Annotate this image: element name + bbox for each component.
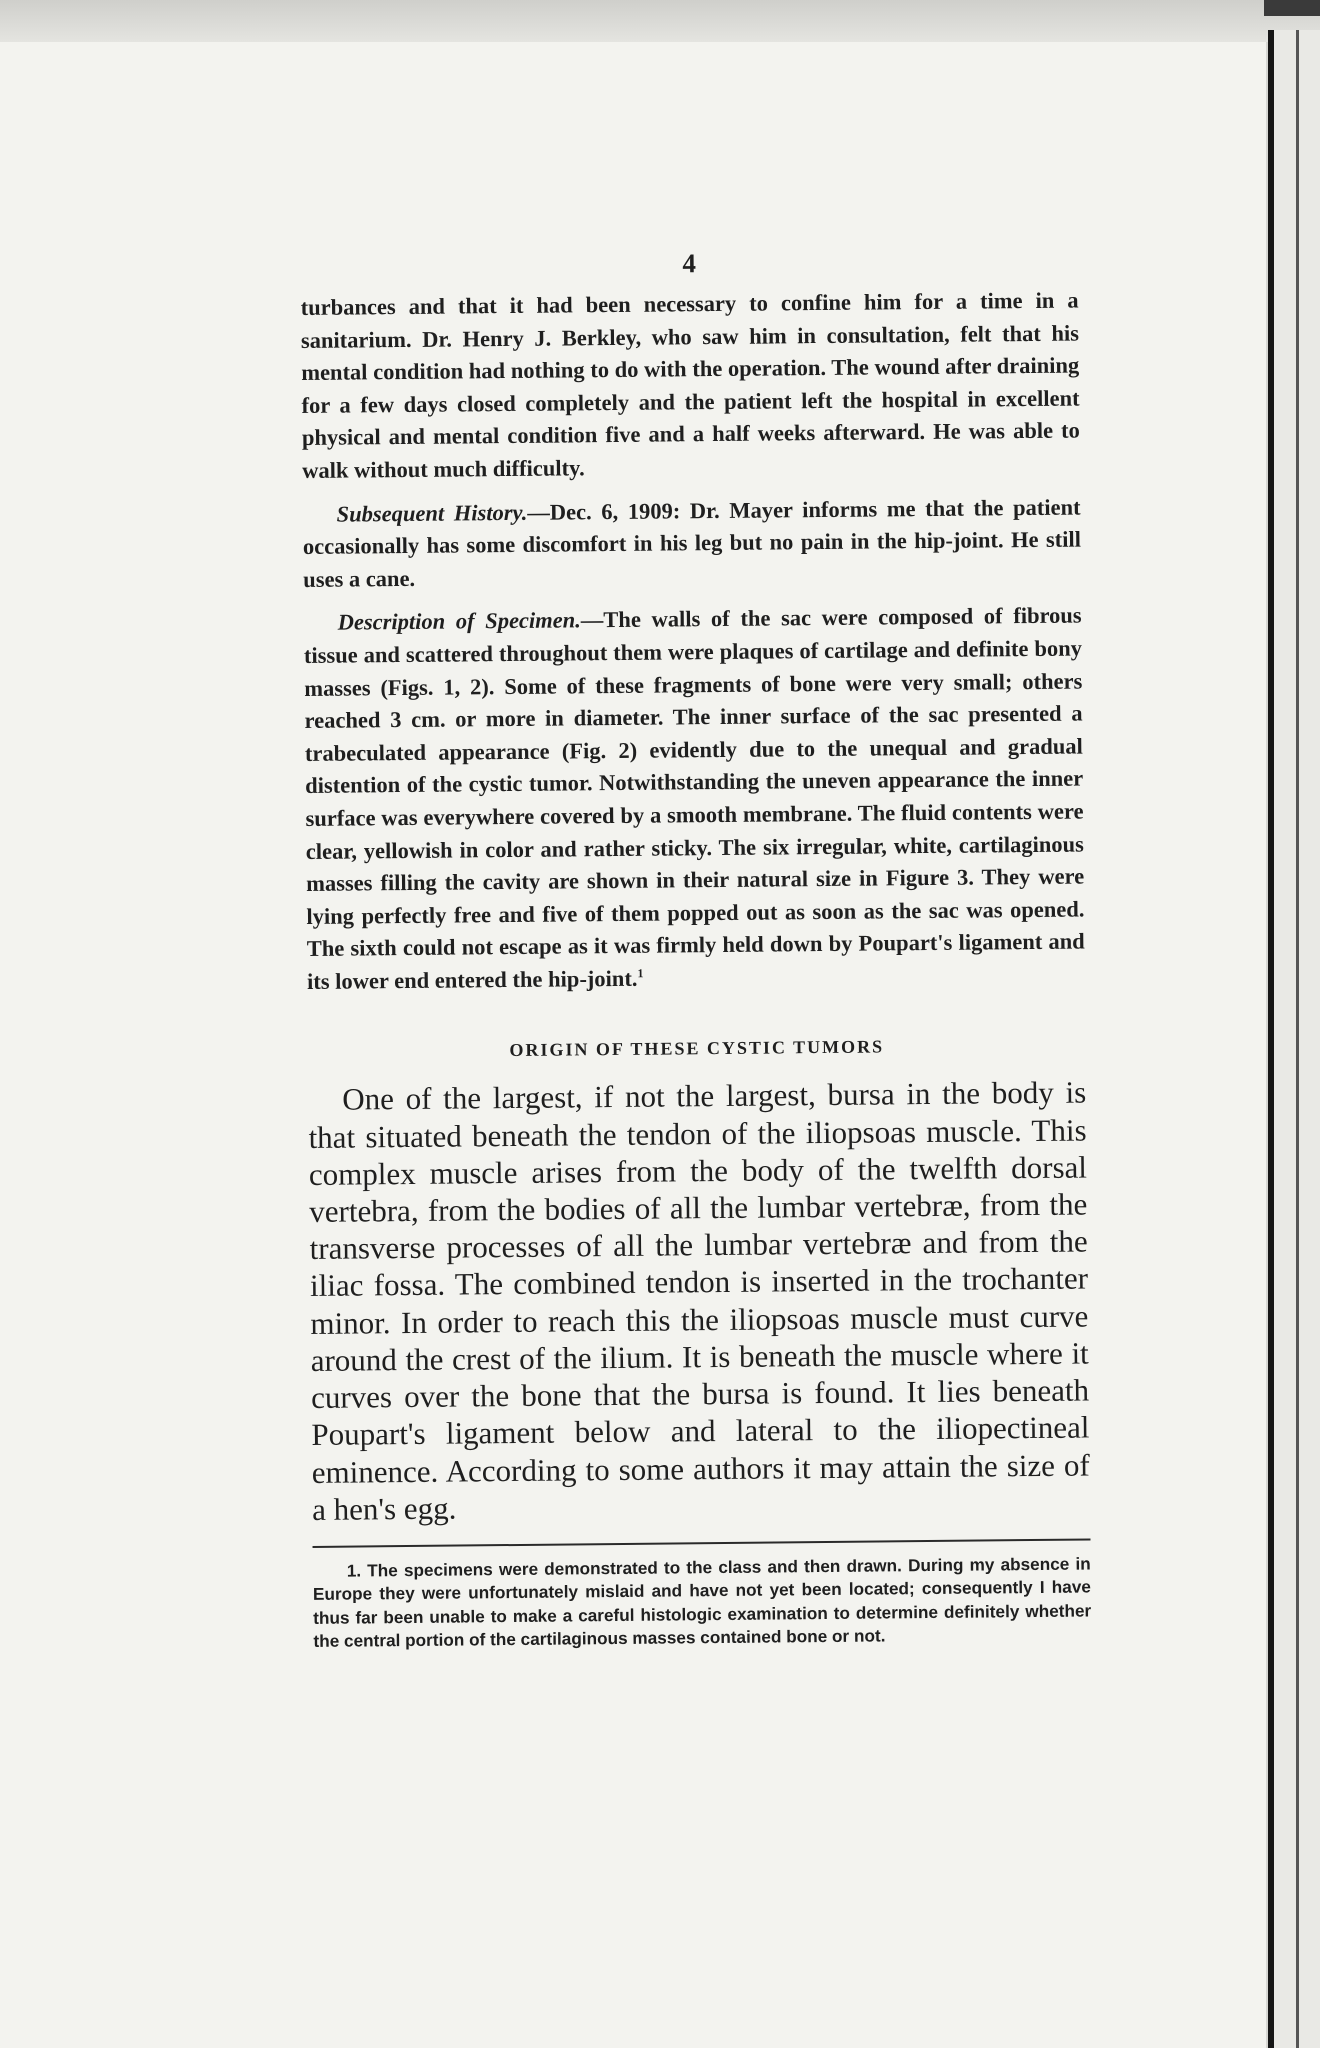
- description-of-specimen-text: —The walls of the sac were composed of fibrous tissue and scattered throughout them were plaques of cartilage and definite bony masses (Figs. 1, 2). Some of these fragments of bone were very small; others reached 3 cm. or more in diameter. The inner surface of the sac presented a trabeculated appearance (Fig. 2) evidently due to the unequal and gradual distention of the cystic tumor. Notwithstanding the uneven appearance the inner surface was everywhere covered by a smooth membrane. The fluid contents were clear, yellowish in color and rather sticky. The six irregular, white, cartilaginous masses filling the cavity are shown in their natural size in Figure 3. They were lying perfectly free and five of them popped out as soon as the sac was opened. The sixth could not escape as it was firmly held down by Poupart's ligament and its lower end entered the hip-joint.: [303, 602, 1085, 994]
- scan-corner-mark: [1264, 0, 1320, 16]
- page-number: 4: [682, 248, 697, 279]
- book-page: [0, 42, 1268, 2048]
- adjacent-page-line: [1296, 30, 1299, 2048]
- footnote-reference: 1: [637, 966, 644, 981]
- description-of-specimen-label: Description of Specimen.: [337, 607, 581, 635]
- paragraph-description-of-specimen: [304, 600, 1086, 999]
- footnote-divider: [313, 1538, 1091, 1547]
- section-heading: ORIGIN OF THESE CYSTIC TUMORS: [509, 1036, 885, 1061]
- paragraph-continuation: turbances and that it had been necessary to confine him for a time in a sanitarium. Dr. Henry J. Berkley, who saw him in consultation, felt that his mental condition had nothing to do with the operation. The wound after draining for a few days closed completely and the patient left the hospital in excellent physical and mental condition five and a half weeks afterward. He was able to walk without much difficulty.: [300, 287, 1080, 483]
- subsequent-history-text: —Dec. 6, 1909: Dr. Mayer informs me that the patient occasionally has some discomfort in his leg but no pain in the hip-joint. He still uses a cane.: [302, 494, 1082, 592]
- paragraph-subsequent-history: [302, 491, 1081, 596]
- footnote: 1. The specimens were demonstrated to the class and then drawn. During my absence in Europe they were unfortunately mislaid and have not yet been located; consequently I have thus far been unable to make a careful histologic examination to determine definitely whether the central portion of the cartilaginous masses contained bone or not.: [312, 1553, 1092, 1652]
- subsequent-history-label: Subsequent History.: [336, 499, 528, 527]
- scan-top-strip: [0, 0, 1320, 42]
- page-text-block: [300, 235, 1092, 1654]
- paragraph-origin: One of the largest, if not the largest, bursa in the body is that situated beneath the tendon of the iliopsoas muscle. This complex muscle arises from the body of the twelfth dorsal vertebra, from the bodies of all the lumbar vertebræ, from the transverse processes of all the lumbar vertebræ and from the iliac fossa. The combined tendon is inserted in the trochanter minor. In order to reach this the iliopsoas muscle must curve around the crest of the ilium. It is beneath the muscle where it curves over the bone that the bursa is found. It lies beneath Poupart's ligament below and lateral to the iliopectineal eminence. According to some authors it may attain the size of a hen's egg.: [308, 1074, 1090, 1527]
